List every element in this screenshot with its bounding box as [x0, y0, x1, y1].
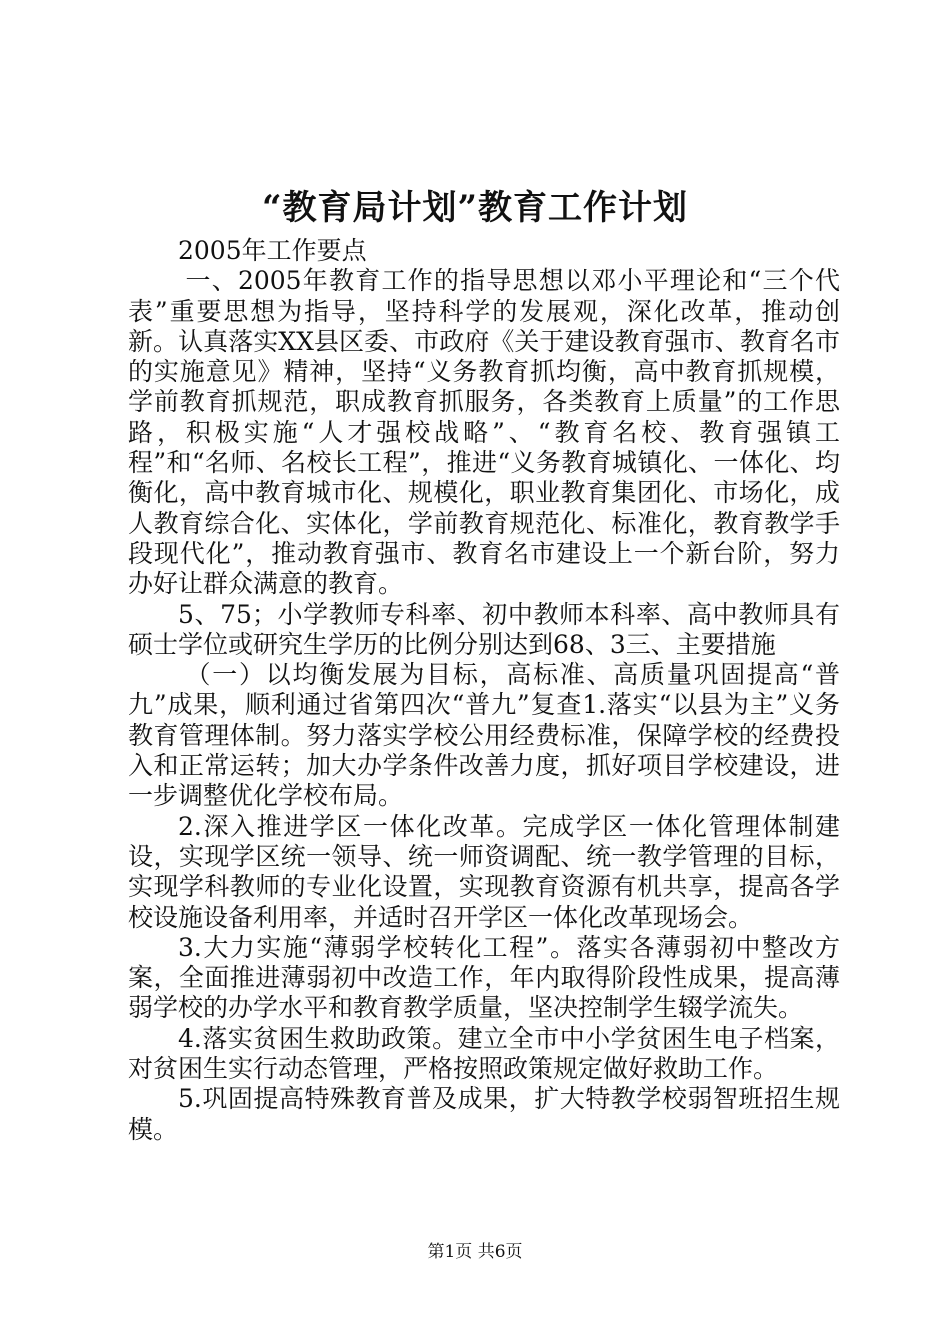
paragraph-heading: 2005年工作要点: [178, 236, 367, 265]
document-title: “教育局计划”教育工作计划: [261, 188, 689, 228]
paragraph-guiding-ideology: 一、2005年教育工作的指导思想以邓小平理论和“三个代表”重要思想为指导，坚持科学的发展观，深化改革，推动创新。认真落实XX县区委、市政府《关于建设教育强市、教育名市的实施意见》精神，坚持“义务教育抓均衡，高中教育抓规模，学前教育抓规范，职成教育抓服务，各类教育上质量”的工作思路，积极实施“人才强校战略”、“教育名校、教育强镇工程”和“名师、名校长工程”，推进“义务教育城镇化、一体化、均衡化，高中教育城市化、规模化，职业教育集团化、市场化，成人教育综合化、实体化，学前教育规范化、标准化，教育教学手段现代化”，推动教育强市、教育名市建设上一个新台阶，努力办好让群众满意的教育。: [128, 266, 840, 599]
paragraph-measure-2: 2.深入推进学区一体化改革。完成学区一体化管理体制建设，实现学区统一领导、统一师资调配、统一教学管理的目标，实现学科教师的专业化设置，实现教育资源有机共享，提高各学校设施设备利用率，并适时召开学区一体化改革现场会。: [128, 811, 840, 932]
paragraph-measure-3: 3.大力实施“薄弱学校转化工程”。落实各薄弱初中整改方案，全面推进薄弱初中改造工作，年内取得阶段性成果，提高薄弱学校的办学水平和教育教学质量，坚决控制学生辍学流失。: [128, 932, 840, 1023]
paragraph-measure-5: 5.巩固提高特殊教育普及成果，扩大特教学校弱智班招生规模。: [128, 1084, 840, 1144]
paragraph-teacher-ratios: 5、75；小学教师专科率、初中教师本科率、高中教师具有硕士学位或研究生学历的比例分别达到68、3三、主要措施: [128, 599, 840, 659]
paragraph-measure-4: 4.落实贫困生救助政策。建立全市中小学贫困生电子档案，对贫困生实行动态管理，严格按照政策规定做好救助工作。: [128, 1023, 840, 1084]
page-number-footer: 第1页 共6页: [427, 1242, 523, 1262]
paragraph-measure-1: （一）以均衡发展为目标，高标准、高质量巩固提高“普九”成果，顺利通过省第四次“普九”复查1.落实“以县为主”义务教育管理体制。努力落实学校公用经费标准，保障学校的经费投入和正常运转；加大办学条件改善力度，抓好项目学校建设，进一步调整优化学校布局。: [128, 660, 840, 811]
document-body: [128, 236, 840, 1145]
